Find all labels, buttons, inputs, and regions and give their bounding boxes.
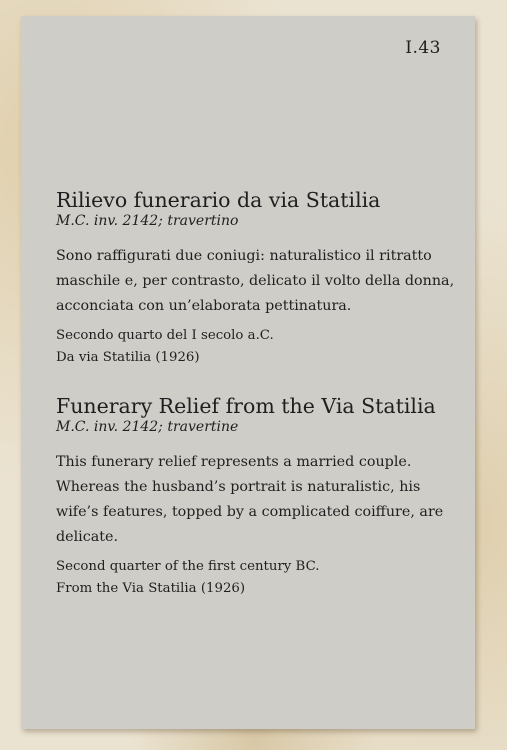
italian-subtitle: M.C. inv. 2142; travertino [56,213,239,229]
italian-title: Rilievo funerario da via Statilia [56,188,381,212]
italian-provenance: Da via Statilia (1926) [56,350,200,365]
museum-label-card [21,16,475,729]
english-provenance: From the Via Statilia (1926) [56,581,246,596]
english-section [56,394,466,600]
italian-description: Sono raffigurati due coniugi: naturalistico il ritratto maschile e, per contrasto, delicato il volto della donna, acconciata con un’elaborata pettinatura. [56,248,455,314]
english-subtitle: M.C. inv. 2142; travertine [56,419,239,435]
italian-date: Secondo quarto del I secolo a.C. [56,328,274,343]
english-date: Second quarter of the first century BC. [56,559,320,574]
english-title: Funerary Relief from the Via Statilia [56,394,436,418]
italian-section [56,188,466,369]
label-code: I.43 [405,38,441,58]
english-description: This funerary relief represents a married couple. Whereas the husband’s portrait is naturalistic, his wife’s features, topped by a complicated coiffure, are delicate. [56,454,444,545]
